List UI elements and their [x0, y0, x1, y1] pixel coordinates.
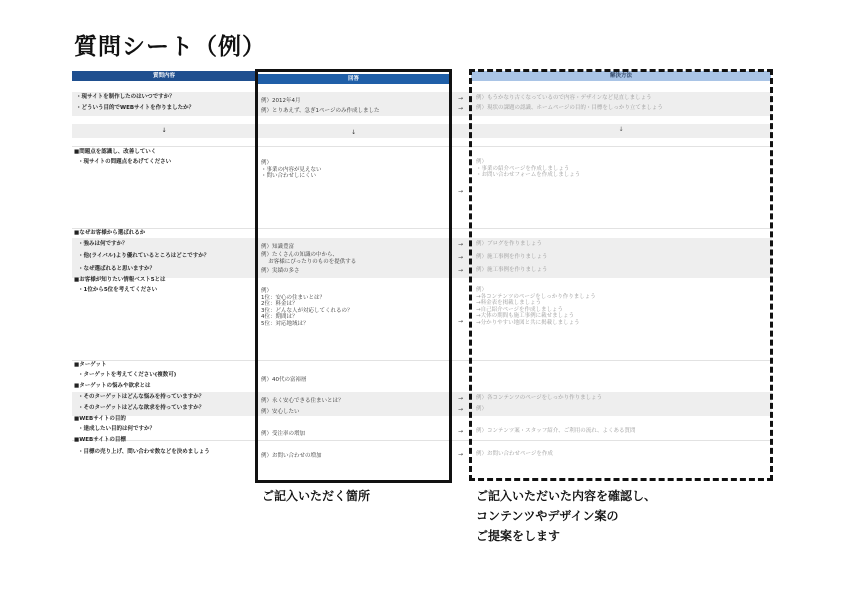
- down-arrow: ↓: [350, 129, 357, 136]
- section-heading: ■WEBサイトの目標: [74, 437, 126, 443]
- solution-cell: 例）お問い合わせページを作成: [476, 451, 553, 457]
- question-item: ・ターゲットを考えてください(複数可): [78, 372, 177, 378]
- right-arrow-icon: →: [458, 318, 464, 325]
- question-item: ・現サイトを制作したのはいつですか？: [76, 94, 175, 100]
- caption-fill-in: ご記入いただく箇所: [262, 489, 371, 503]
- answer-cell[interactable]: 例）知識豊富: [261, 244, 295, 250]
- section-heading: ■ターゲット: [74, 362, 107, 368]
- section-heading: ■お客様が知りたい情報ベスト5とは: [74, 277, 166, 283]
- right-arrow-icon: →: [458, 428, 464, 435]
- question-item: ・達成したい目的は何ですか？: [78, 426, 156, 432]
- question-item: ・なぜ選ばれると思いますか？: [78, 266, 156, 272]
- answer-cell[interactable]: 例）実績の多さ: [261, 268, 300, 274]
- down-arrow: ↓: [161, 127, 167, 134]
- section-heading: ■ターゲットの悩みや欲求とは: [74, 383, 151, 389]
- answer-cell[interactable]: 例）安心したい: [261, 409, 300, 415]
- answer-cell[interactable]: 例）受注率の増加: [261, 431, 306, 437]
- question-item: ・1位から5位を考えてください: [78, 287, 158, 293]
- right-arrow-icon: →: [458, 105, 464, 112]
- header-answer: 回答: [257, 74, 450, 84]
- question-item: ・現サイトの問題点をあげてください: [78, 159, 172, 165]
- answer-cell[interactable]: 例）とりあえず、急ぎ1ページのみ作成しました: [261, 108, 380, 114]
- question-item: ・そのターゲットはどんな欲求を持っていますか？: [78, 405, 205, 411]
- solution-cell: 例）コンテンツ案・スタッフ紹介、ご利用の流れ、よくある質問: [476, 428, 636, 434]
- fill-in-area-frame: [255, 69, 452, 483]
- answer-cell[interactable]: 例） ・事業の内容が見えない ・問い合わせしにくい: [261, 160, 322, 179]
- question-item: ・強みは何ですか？: [78, 241, 128, 247]
- solution-cell: 例）施工事例を作りましょう: [476, 254, 548, 260]
- right-arrow-icon: →: [458, 254, 464, 261]
- question-item: ・目標の売り上げ、問い合わせ数などを決めましょう: [78, 449, 210, 455]
- question-item: ・他(ライバル)より優れているところはどこですか？: [78, 253, 210, 259]
- header-question: 質問内容: [72, 71, 256, 81]
- right-arrow-icon: →: [458, 406, 464, 413]
- right-arrow-icon: →: [458, 451, 464, 458]
- solution-cell: 例） ・事業の紹介ページを作成しましょう ・お問い合わせフォームを作成しましょう: [476, 159, 581, 178]
- section-heading: ■WEBサイトの目的: [74, 416, 126, 422]
- solution-cell: 例）各コンテンツのページをしっかり作りましょう: [476, 395, 603, 401]
- right-arrow-icon: →: [458, 395, 464, 402]
- header-solution: 解決方法: [471, 71, 771, 81]
- right-arrow-icon: →: [458, 95, 464, 102]
- solution-cell: 例）現状の課題の認識、ホームページの目的・目標をしっかり立てましょう: [476, 105, 663, 111]
- right-arrow-icon: →: [458, 188, 464, 195]
- section-heading: ■なぜお客様から選ばれるか: [74, 230, 146, 236]
- solution-cell: 例） →各コンテンツのページをしっかり作りましょう →料金表を掲載しましょう →自己紹介ページを作成しましょう →大体の期間も施工事例に載せましょう →分かりやすい地図と共に掲載しましょう: [476, 287, 596, 326]
- answer-cell[interactable]: 例）40代の富裕層: [261, 377, 307, 383]
- solution-cell: 例）施工事例を作りましょう: [476, 267, 548, 273]
- question-item: ・どういう目的でWEBサイトを作りましたか？: [76, 105, 195, 111]
- section-heading: ■問題点を認識し、改善していく: [74, 149, 157, 155]
- answer-cell[interactable]: 例）たくさんの知識の中から、 お客様にぴったりのものを提供する: [261, 252, 357, 265]
- answer-cell[interactable]: 例）お問い合わせの増加: [261, 453, 322, 459]
- caption-proposal: ご記入いただいた内容を確認し、 コンテンツやデザイン案の ご提案をします: [476, 489, 657, 543]
- right-arrow-icon: →: [458, 241, 464, 248]
- down-arrow: ↓: [618, 126, 624, 133]
- proposal-area-frame: [469, 69, 773, 481]
- right-arrow-icon: →: [458, 267, 464, 274]
- page-title: 質問シート（例）: [74, 34, 266, 60]
- solution-cell: 例）ブログを作りましょう: [476, 241, 543, 247]
- solution-cell: 例）もうかなり古くなっているので内容・デザインなど見直しましょう: [476, 95, 652, 101]
- answer-cell[interactable]: 例）2012年4月: [261, 98, 301, 104]
- solution-cell: 例）: [476, 406, 488, 412]
- answer-cell[interactable]: 例）永く安心できる住まいとは？: [261, 398, 344, 404]
- answer-cell[interactable]: 例） 1位：安心の住まいとは？ 2位：料金は？ 3位：どんな人が対応してくれるの？ 4位：期間は？ 5位：対応地域は？: [261, 288, 353, 327]
- question-item: ・そのターゲットはどんな悩みを持っていますか？: [78, 394, 205, 400]
